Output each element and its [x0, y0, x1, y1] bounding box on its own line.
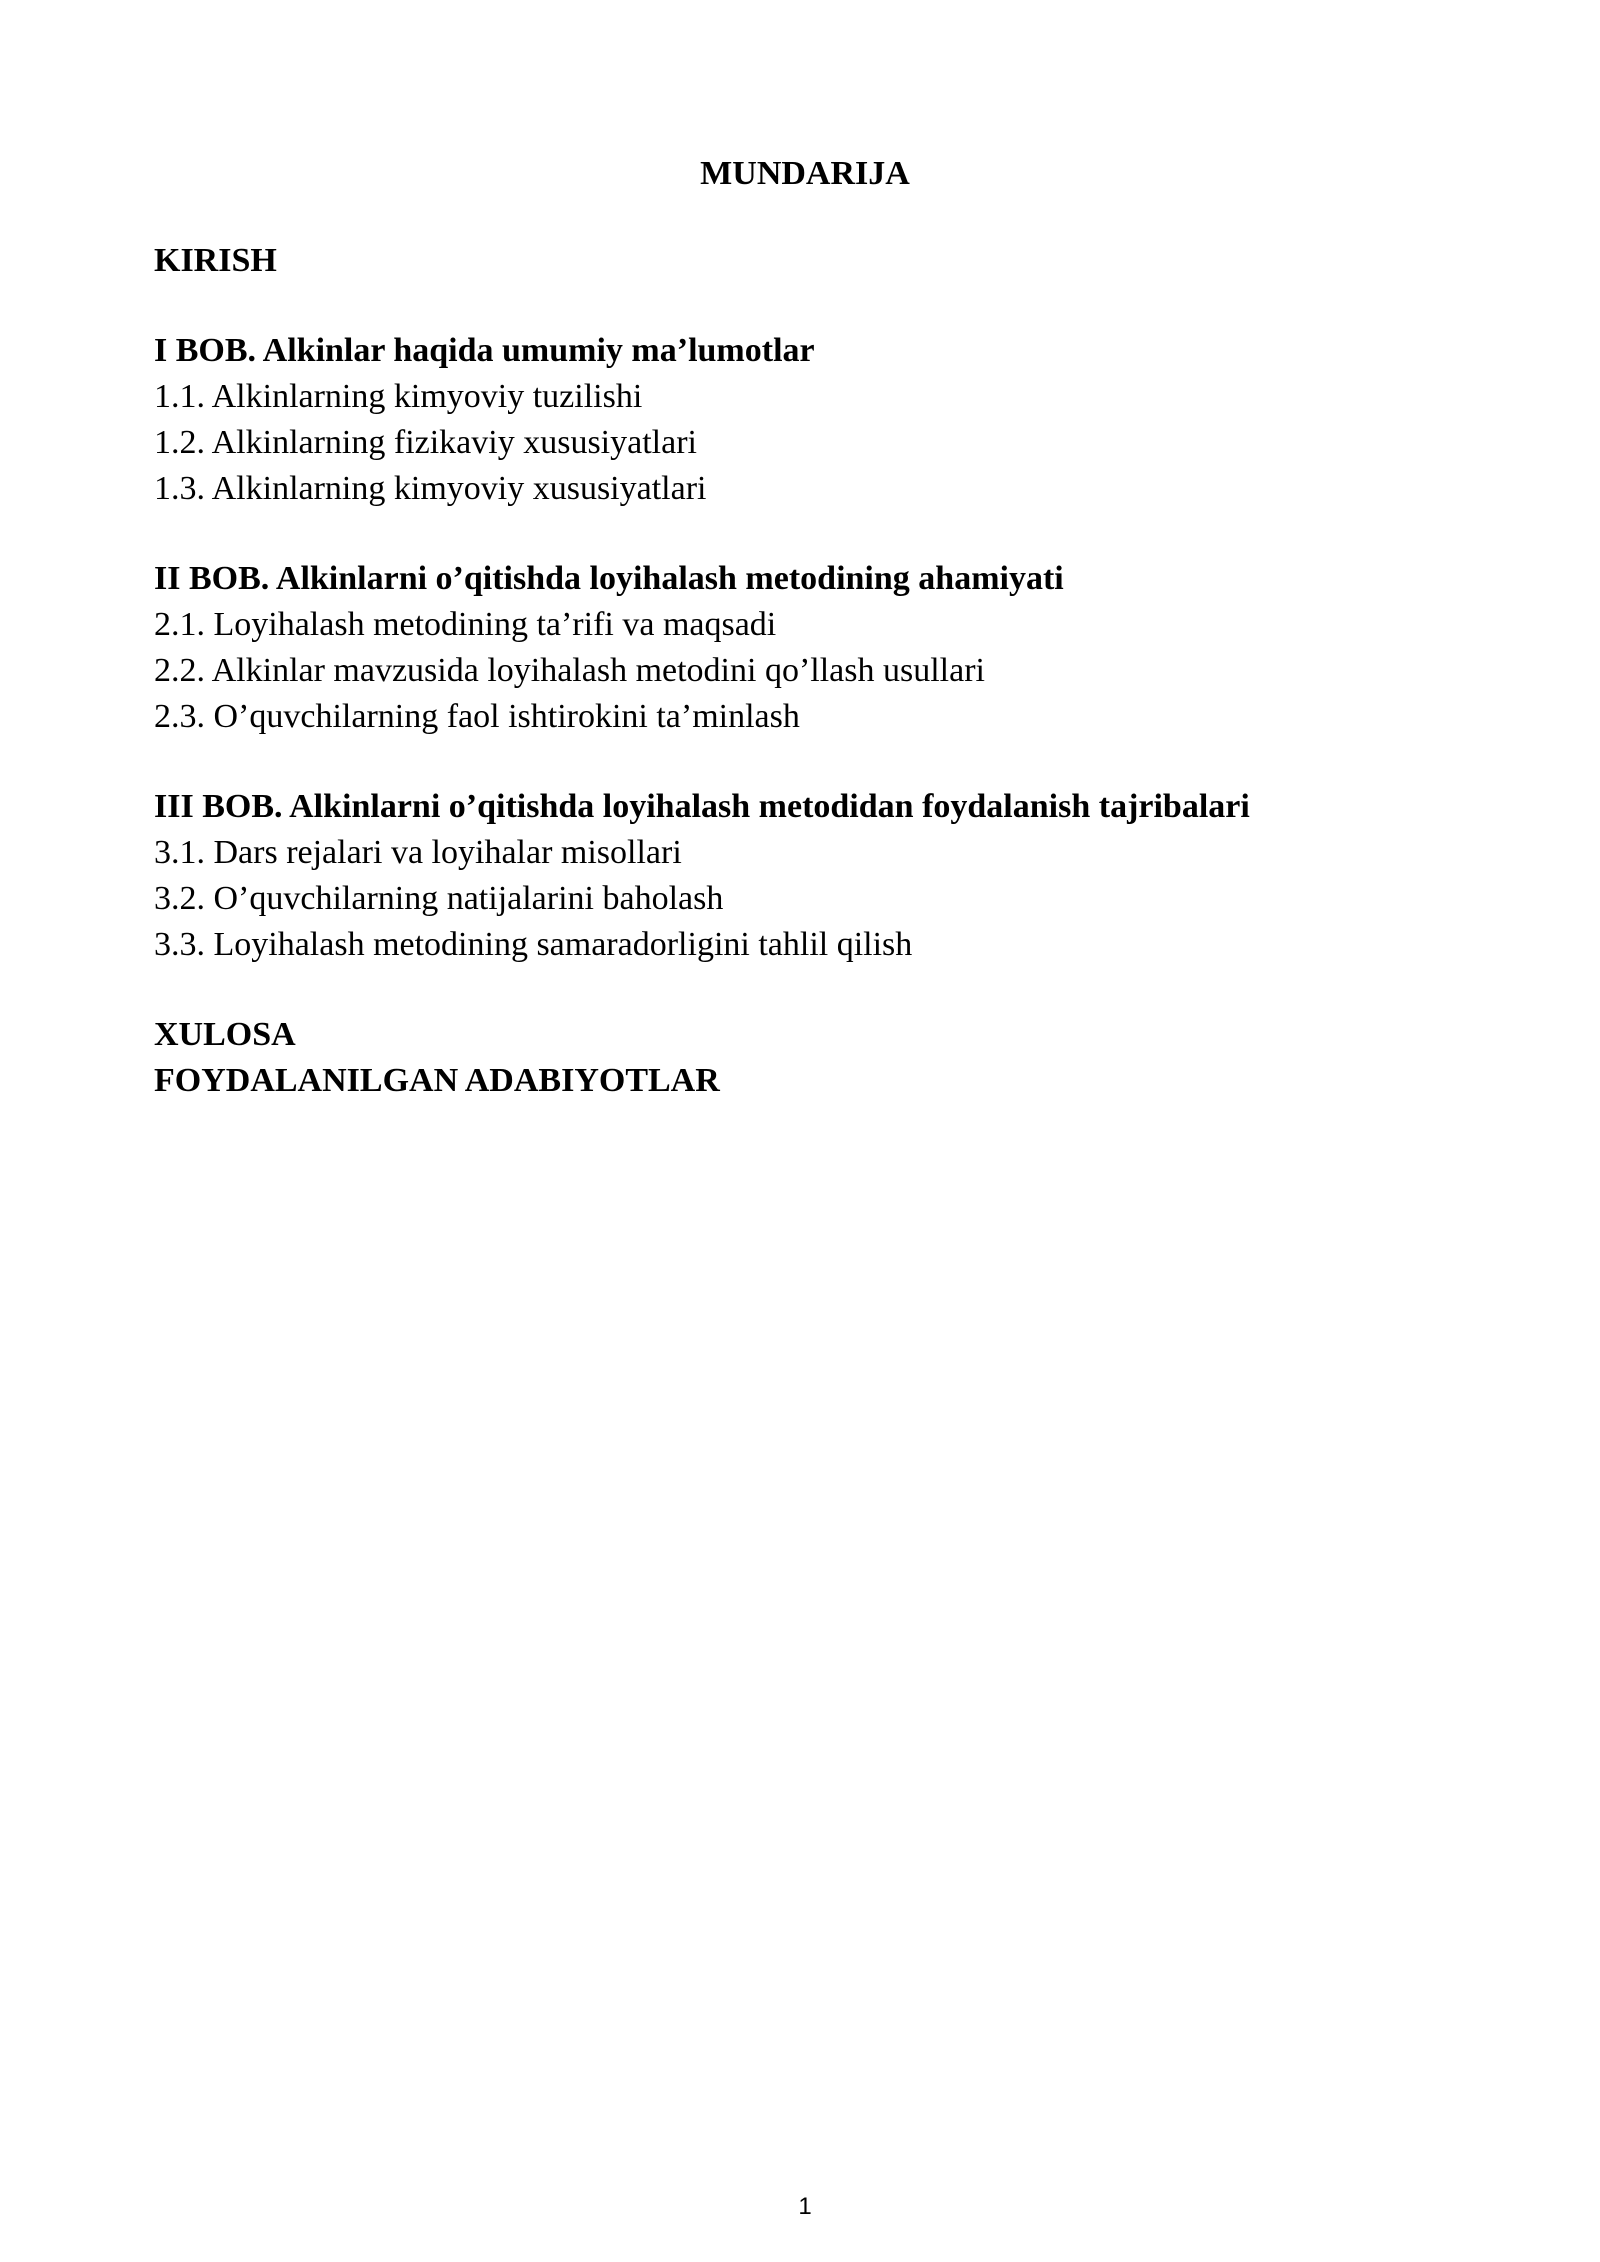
toc-section: 2.2. Alkinlar mavzusida loyihalash metodini qo’llash usullari — [154, 652, 985, 689]
toc-references: FOYDALANILGAN ADABIYOTLAR — [154, 1062, 720, 1099]
toc-section: 2.3. O’quvchilarning faol ishtirokini ta’minlash — [154, 698, 800, 735]
toc-section: 1.1. Alkinlarning kimyoviy tuzilishi — [154, 378, 643, 415]
chapter-heading: I BOB. Alkinlar haqida umumiy ma’lumotlar — [154, 332, 815, 369]
spacer — [154, 512, 1494, 556]
toc-section: 1.3. Alkinlarning kimyoviy xususiyatlari — [154, 470, 707, 507]
chapter-heading: II BOB. Alkinlarni o’qitishda loyihalash metodining ahamiyati — [154, 560, 1064, 597]
toc-section: 3.1. Dars rejalari va loyihalar misollari — [154, 834, 682, 871]
spacer — [154, 284, 1494, 328]
toc-section: 2.1. Loyihalash metodining ta’rifi va maqsadi — [154, 606, 777, 643]
toc-chapter-1 — [154, 328, 1494, 512]
page-title: MUNDARIJA — [700, 155, 910, 192]
toc-chapter-2 — [154, 556, 1494, 740]
toc-section: 3.2. O’quvchilarning natijalarini baholash — [154, 880, 724, 917]
spacer — [154, 740, 1494, 784]
toc-chapter-3 — [154, 784, 1494, 968]
toc-section: 1.2. Alkinlarning fizikaviy xususiyatlari — [154, 424, 697, 461]
toc-conclusion: XULOSA — [154, 1016, 296, 1053]
toc-introduction: KIRISH — [154, 242, 277, 279]
chapter-heading: III BOB. Alkinlarni o’qitishda loyihalash metodidan foydalanish tajribalari — [154, 788, 1250, 825]
page-number: 1 — [798, 2193, 812, 2220]
toc-section: 3.3. Loyihalash metodining samaradorligini tahlil qilish — [154, 926, 913, 963]
spacer — [154, 968, 1494, 1012]
table-of-contents — [154, 238, 1494, 1104]
